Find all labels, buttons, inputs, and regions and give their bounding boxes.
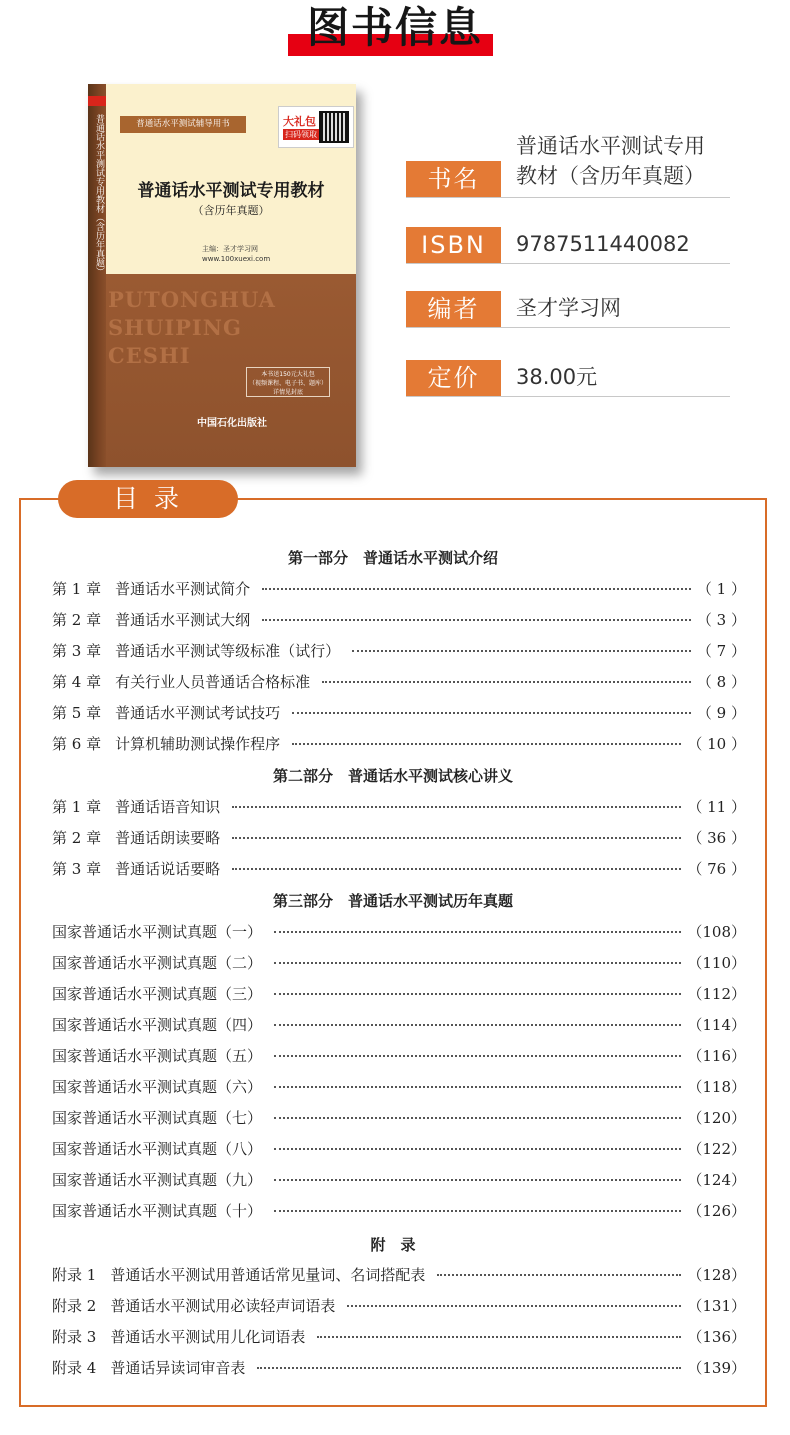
toc-entry-title: 普通话朗读要略 [115, 829, 221, 847]
toc-entry-number: 第 6 章 [52, 735, 102, 753]
toc-entry [52, 1076, 746, 1098]
cover-title: 普通话水平测试专用教材 [137, 181, 325, 201]
spine-title: 普通话水平测试专用教材（含历年真题） [94, 114, 104, 276]
info-label-editor: 编者 [406, 291, 501, 327]
toc-entry-page: （139） [687, 1359, 746, 1377]
toc-entry-number: 第 5 章 [52, 704, 102, 722]
toc-leader-dots [322, 681, 691, 683]
toc-entry-title: 普通话水平测试用普通话常见量词、名词搭配表 [110, 1266, 426, 1284]
toc-entry-title: 普通话说话要略 [115, 860, 221, 878]
cover-publisher: 中国石化出版社 [197, 418, 267, 429]
toc-entry-title: 国家普通话水平测试真题（二） [52, 954, 263, 972]
toc-entry-title: 国家普通话水平测试真题（十） [52, 1202, 263, 1220]
toc-entry-number: 第 3 章 [52, 642, 102, 660]
toc-leader-dots [274, 1117, 681, 1119]
toc-leader-dots [317, 1336, 681, 1338]
toc-entry-number: 第 2 章 [52, 829, 102, 847]
toc-entry-title: 国家普通话水平测试真题（三） [52, 985, 263, 1003]
toc-entry-number: 附录 2 [52, 1297, 97, 1315]
toc-entry-page: （118） [687, 1078, 746, 1096]
toc-entry-title: 国家普通话水平测试真题（七） [52, 1109, 263, 1127]
cover-pinyin-line: PUTONGHUA [108, 287, 276, 312]
toc-entry-number: 第 3 章 [52, 860, 102, 878]
toc-section-heading: 第三部分 普通话水平测试历年真题 [272, 892, 513, 910]
toc-entry [52, 1107, 746, 1129]
toc-entry [52, 858, 746, 880]
toc-entry-page: （114） [687, 1016, 746, 1034]
toc-entry-page: （ 9 ） [696, 704, 746, 722]
info-label-price: 定价 [406, 360, 501, 396]
toc-entry-title: 国家普通话水平测试真题（一） [52, 923, 263, 941]
toc-leader-dots [274, 962, 681, 964]
toc-leader-dots [274, 1148, 681, 1150]
toc-leader-dots [437, 1274, 681, 1276]
toc-leader-dots [292, 712, 691, 714]
cover-gift-badge [278, 106, 354, 148]
cover-pinyin-line: SHUIPING [108, 315, 242, 340]
cover-series-label: 普通话水平测试辅导用书 [120, 116, 246, 133]
toc-entry-title: 国家普通话水平测试真题（五） [52, 1047, 263, 1065]
toc-entry-page: （ 3 ） [696, 611, 746, 629]
toc-entry-page: （ 8 ） [696, 673, 746, 691]
toc-entry [52, 1326, 746, 1348]
toc-entry-number: 第 1 章 [52, 798, 102, 816]
toc-entry-number: 第 4 章 [52, 673, 102, 691]
toc-entry [52, 1264, 746, 1286]
toc-leader-dots [232, 837, 681, 839]
notice-line: （视频课程、电子书、题库） [248, 380, 327, 387]
toc-entry-page: （ 7 ） [696, 642, 746, 660]
toc-entry [52, 827, 746, 849]
toc-entry-page: （128） [687, 1266, 746, 1284]
toc-entry-title: 普通话水平测试大纲 [115, 611, 251, 629]
toc-entry-title: 国家普通话水平测试真题（四） [52, 1016, 263, 1034]
toc-entry [52, 640, 746, 662]
toc-leader-dots [347, 1305, 681, 1307]
toc-entry [52, 609, 746, 631]
toc-leader-dots [262, 588, 691, 590]
toc-section-heading: 第一部分 普通话水平测试介绍 [287, 549, 498, 567]
page-title: 图书信息 [306, 3, 483, 52]
toc-section-heading: 第二部分 普通话水平测试核心讲义 [272, 767, 513, 785]
toc-entry-page: （112） [687, 985, 746, 1003]
toc-leader-dots [232, 868, 681, 870]
cover-top-panel [106, 84, 356, 274]
toc-entry-title: 普通话水平测试简介 [115, 580, 251, 598]
toc-leader-dots [274, 931, 681, 933]
toc-entry-title: 国家普通话水平测试真题（八） [52, 1140, 263, 1158]
info-value-editor: 圣才学习网 [516, 296, 621, 320]
toc-entry-number: 第 2 章 [52, 611, 102, 629]
toc-entry-title: 国家普通话水平测试真题（九） [52, 1171, 263, 1189]
toc-entry-title: 普通话水平测试等级标准（试行） [115, 642, 341, 660]
toc-entry-page: （ 11 ） [687, 798, 746, 816]
toc-leader-dots [274, 1024, 681, 1026]
toc-entry-page: （ 36 ） [687, 829, 746, 847]
cover-gift-notice [246, 367, 330, 397]
toc-entry [52, 733, 746, 755]
toc-heading: 目录 [58, 480, 238, 518]
toc-entry-page: （110） [687, 954, 746, 972]
spine-logo-mark [88, 96, 106, 106]
qr-code-icon [319, 111, 349, 143]
toc-leader-dots [352, 650, 691, 652]
toc-entry-title: 普通话水平测试用儿化词语表 [110, 1328, 306, 1346]
info-value-isbn: 9787511440082 [516, 232, 690, 256]
toc-entry [52, 1295, 746, 1317]
info-label-title: 书名 [406, 161, 501, 197]
toc-leader-dots [274, 1179, 681, 1181]
cover-pinyin-line: CESHI [108, 343, 191, 368]
notice-line: 详情见封底 [272, 389, 303, 396]
toc-entry-page: （ 10 ） [687, 735, 746, 753]
toc-leader-dots [262, 619, 691, 621]
toc-entry [52, 671, 746, 693]
toc-entry-title: 有关行业人员普通话合格标准 [115, 673, 311, 691]
toc-entry-number: 附录 4 [52, 1359, 97, 1377]
book-cover-image [88, 84, 356, 467]
info-value-title-line: 教材（含历年真题） [516, 164, 705, 188]
info-row-price [406, 357, 730, 397]
toc-entry [52, 921, 746, 943]
toc-entry-number: 附录 3 [52, 1328, 97, 1346]
notice-line: 本书送150元大礼包 [261, 371, 315, 378]
toc-entry-page: （126） [687, 1202, 746, 1220]
toc-entry [52, 952, 746, 974]
toc-entry-number: 第 1 章 [52, 580, 102, 598]
toc-entry-page: （120） [687, 1109, 746, 1127]
info-row-isbn [406, 224, 730, 264]
toc-entry-title: 普通话异读词审音表 [110, 1359, 246, 1377]
toc-entry-title: 普通话水平测试考试技巧 [115, 704, 281, 722]
toc-entry-page: （ 76 ） [687, 860, 746, 878]
toc-entry [52, 1169, 746, 1191]
toc-section-heading: 附 录 [370, 1236, 416, 1254]
info-label-isbn: ISBN [406, 227, 501, 263]
toc-entry [52, 983, 746, 1005]
toc-entry [52, 1357, 746, 1379]
toc-entry-title: 国家普通话水平测试真题（六） [52, 1078, 263, 1096]
cover-editor [202, 244, 270, 264]
toc-entry-page: （124） [687, 1171, 746, 1189]
info-value-price: 38.00元 [516, 365, 598, 389]
toc-entry-page: （116） [687, 1047, 746, 1065]
toc-entry-page: （108） [687, 923, 746, 941]
info-value-title [516, 131, 732, 191]
toc-entry-page: （136） [687, 1328, 746, 1346]
info-row-title [406, 128, 730, 198]
toc-leader-dots [274, 993, 681, 995]
toc-entry [52, 796, 746, 818]
toc-entry [52, 578, 746, 600]
toc-entry-page: （131） [687, 1297, 746, 1315]
cover-subtitle: （含历年真题） [192, 204, 270, 217]
toc-entry-title: 普通话水平测试用必读轻声词语表 [110, 1297, 336, 1315]
gift-badge-subtitle: 扫码领取 [285, 130, 317, 139]
toc-entry-page: （122） [687, 1140, 746, 1158]
cover-editor-name: 主编：圣才学习网 [202, 245, 258, 253]
toc-leader-dots [274, 1210, 681, 1212]
toc-leader-dots [257, 1367, 681, 1369]
cover-pinyin [108, 286, 276, 370]
toc-entry-title: 计算机辅助测试操作程序 [115, 735, 281, 753]
toc-entry [52, 1200, 746, 1222]
toc-entry [52, 702, 746, 724]
toc-entry [52, 1045, 746, 1067]
toc-entry-title: 普通话语音知识 [115, 798, 221, 816]
toc-leader-dots [292, 743, 681, 745]
info-row-editor [406, 288, 730, 328]
info-value-title-line: 普通话水平测试专用 [516, 134, 705, 158]
toc-entry-number: 附录 1 [52, 1266, 97, 1284]
toc-entry-page: （ 1 ） [696, 580, 746, 598]
toc-entry [52, 1138, 746, 1160]
toc-leader-dots [274, 1086, 681, 1088]
cover-website: www.100xuexi.com [202, 255, 271, 263]
toc-leader-dots [274, 1055, 681, 1057]
toc-entry [52, 1014, 746, 1036]
toc-leader-dots [232, 806, 681, 808]
gift-badge-title: 大礼包 [283, 115, 316, 128]
